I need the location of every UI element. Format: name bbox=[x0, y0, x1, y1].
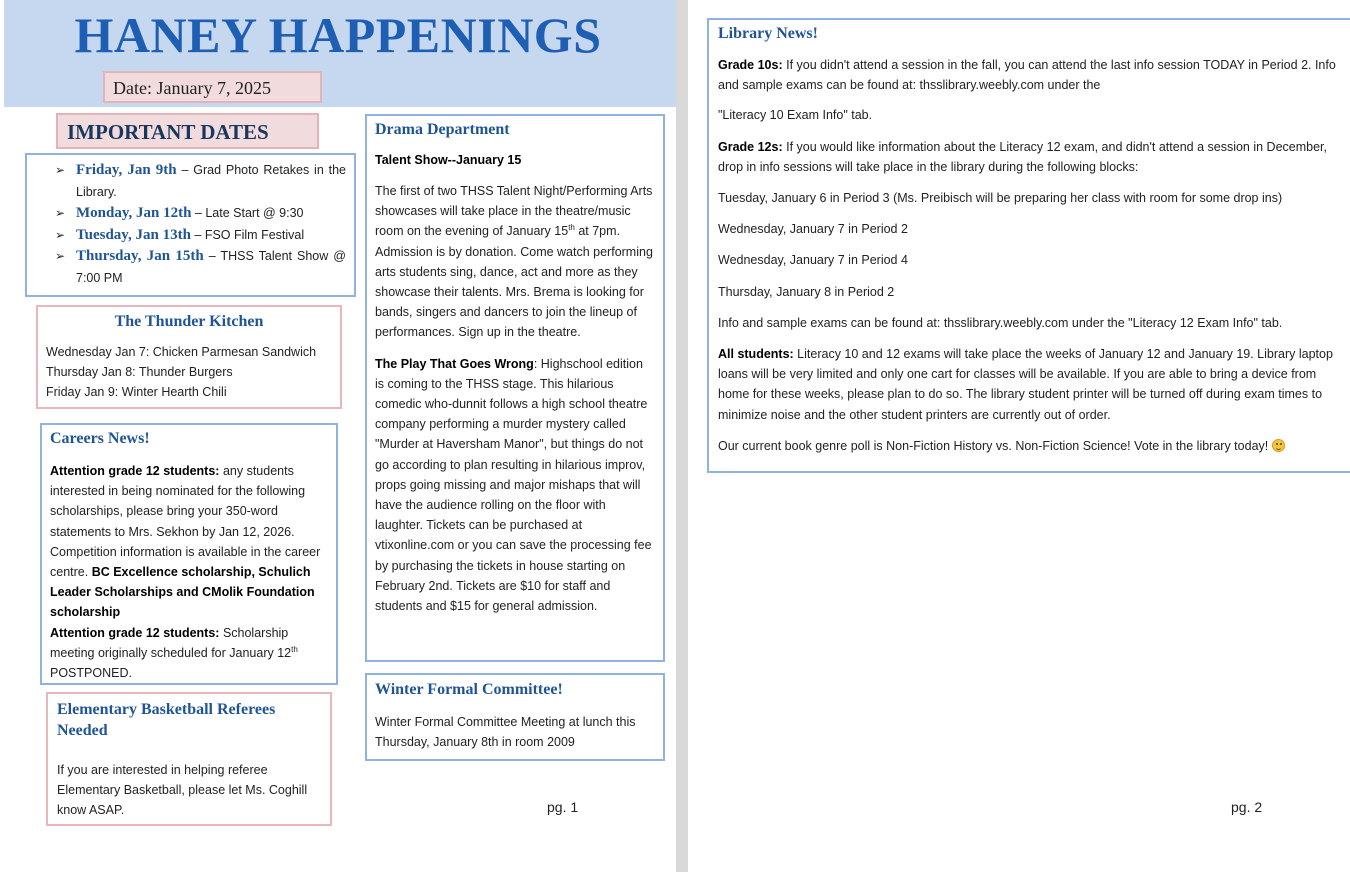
careers-paragraph bbox=[50, 623, 328, 684]
careers-text: Scholarship meeting originally scheduled for January 12 bbox=[50, 625, 292, 660]
all-students-body: Literacy 10 and 12 exams will take place the weeks of January 12 and January 19. Library laptop loans will be very limited and only one cart for classes will be available. If you are able to bring a device from home for these weeks, please plan to do so. The library student printer will be turned off during exam times to minimize noise and the other student printers are currently out of order. bbox=[718, 347, 1333, 422]
date-description: – Late Start @ 9:30 bbox=[191, 206, 304, 220]
careers-bold-lead: Attention grade 12 students: bbox=[50, 464, 220, 478]
all-students-text bbox=[718, 344, 1343, 425]
newsletter-title: HANEY HAPPENINGS bbox=[74, 7, 602, 63]
issue-date: Date: January 7, 2025 bbox=[103, 71, 322, 103]
grade-12-lead: Grade 12s: bbox=[718, 139, 783, 154]
grade-10-body: If you didn't attend a session in the fall, you can attend the last info session TODAY in Period 2. Info and sample exams can be found at: thsslibrary.weebly.com under the bbox=[718, 58, 1336, 93]
newsletter-page-2 bbox=[688, 0, 1350, 872]
referees-box bbox=[46, 692, 332, 826]
session-line: Tuesday, January 6 in Period 3 (Ms. Preibisch will be preparing her class with room for some drop ins) bbox=[718, 191, 1283, 206]
date-description: – Grad Photo Retakes in the Library. bbox=[76, 163, 346, 199]
genre-poll-text bbox=[718, 436, 1343, 456]
arrowhead-bullet-icon: ➢ bbox=[55, 163, 66, 177]
referees-title: Elementary Basketball Referees Needed bbox=[57, 701, 276, 739]
scholarship-names: BC Excellence scholarship, Schulich Leader Scholarships and CMolik Foundation scholarship bbox=[50, 565, 315, 620]
talent-show-heading: Talent Show--January 15 bbox=[375, 153, 522, 167]
date-item bbox=[55, 160, 346, 203]
grade-12-body: If you would like information about the Literacy 12 exam, and didn't attend a session in December, drop in info sessions will take place in the library during the following blocks: bbox=[718, 139, 1327, 174]
grade-12-text bbox=[718, 137, 1343, 177]
arrowhead-bullet-icon: ➢ bbox=[55, 206, 66, 220]
careers-news-box bbox=[40, 423, 338, 685]
menu-line: Wednesday Jan 7: Chicken Parmesan Sandwich bbox=[46, 345, 317, 359]
winter-formal-box bbox=[365, 673, 665, 761]
session-line: Wednesday, January 7 in Period 2 bbox=[718, 222, 908, 237]
poll-text: Our current book genre poll is Non-Fiction History vs. Non-Fiction Science! Vote in the library today! bbox=[718, 438, 1272, 453]
important-dates-title: IMPORTANT DATES bbox=[56, 113, 319, 149]
ordinal-suffix: th bbox=[291, 644, 298, 654]
arrowhead-bullet-icon: ➢ bbox=[55, 227, 66, 242]
menu-line: Friday Jan 9: Winter Hearth Chili bbox=[46, 385, 227, 399]
library-news-box bbox=[707, 18, 1350, 473]
ordinal-suffix: th bbox=[568, 223, 575, 233]
menu-line: Thursday Jan 8: Thunder Burgers bbox=[46, 365, 233, 379]
date-item bbox=[55, 203, 346, 225]
winter-formal-text: Winter Formal Committee Meeting at lunch this Thursday, January 8th in room 2009 bbox=[375, 715, 636, 750]
date-description: – FSO Film Festival bbox=[190, 227, 305, 242]
careers-news-title: Careers News! bbox=[50, 430, 150, 447]
date-description: – THSS Talent Show @ 7:00 PM bbox=[76, 249, 346, 285]
thunder-kitchen-box bbox=[36, 305, 342, 409]
careers-bold-lead: Attention grade 12 students: bbox=[50, 625, 220, 640]
library-news-title: Library News! bbox=[718, 25, 818, 42]
play-description: : Highschool edition is coming to the THSS stage. This hilarious comedic who-dunnit follows a high school theatre company performing a murder mystery called "Murder at Haversham Manor", but things do not go according to plan resulting in hilarious improv, props going missing and major mishaps that will have the audience rolling on the floor with laughter. Tickets can be purchased at vtixonline.com or you can save the processing fee by purchasing the tickets in house starting on February 2nd. Tickets are $10 for staff and students and $15 for general admission. bbox=[375, 356, 652, 614]
date-label: Friday, Jan 9th bbox=[76, 162, 177, 178]
session-line: Wednesday, January 7 in Period 4 bbox=[718, 253, 908, 268]
grade-10-tab: "Literacy 10 Exam Info" tab. bbox=[718, 108, 873, 123]
session-line: Thursday, January 8 in Period 2 bbox=[718, 284, 895, 299]
talent-text: at 7pm. Admission is by donation. Come watch performing arts students sing, dance, act and more as they showcase their talents. Mrs. Brema is looking for bands, singers and dancers to join the lineup of performances. Sign up in the theatre. bbox=[375, 224, 653, 340]
talent-show-text bbox=[375, 181, 655, 343]
careers-text: POSTPONED. bbox=[50, 666, 132, 681]
date-label: Monday, Jan 12th bbox=[76, 205, 192, 221]
grade-10-text bbox=[718, 55, 1343, 95]
talent-text: The first of two THSS Talent Night/Performing Arts showcases will take place in the theatre/music room on the evening of January 15 bbox=[375, 184, 653, 239]
drama-department-box bbox=[365, 114, 665, 662]
thunder-kitchen-title: The Thunder Kitchen bbox=[114, 313, 264, 330]
play-text bbox=[375, 354, 655, 617]
grade-12-info: Info and sample exams can be found at: thsslibrary.weebly.com under the "Literacy 12 Exam Info" tab. bbox=[718, 315, 1283, 330]
date-item bbox=[55, 246, 346, 289]
smiley-face-icon bbox=[1272, 439, 1285, 452]
important-dates-box bbox=[25, 153, 356, 297]
all-students-lead: All students: bbox=[718, 347, 794, 362]
date-label: Tuesday, Jan 13th bbox=[76, 226, 191, 243]
careers-paragraph bbox=[50, 461, 328, 623]
date-item bbox=[55, 225, 346, 247]
play-title: The Play That Goes Wrong bbox=[375, 356, 534, 371]
drama-department-title: Drama Department bbox=[375, 121, 510, 138]
page-number: pg. 1 bbox=[547, 799, 579, 815]
page-number: pg. 2 bbox=[1231, 799, 1263, 815]
careers-text: any students interested in being nominated for the following scholarships, please bring your 350-word statements to Mrs. Sekhon by Jan 12, 2026. Competition information is available in the career centre. bbox=[50, 464, 321, 580]
arrowhead-bullet-icon: ➢ bbox=[55, 249, 66, 263]
referees-text: If you are interested in helping referee Elementary Basketball, please let Ms. Coghill know ASAP. bbox=[57, 763, 308, 818]
winter-formal-title: Winter Formal Committee! bbox=[375, 681, 563, 698]
date-label: Thursday, Jan 15th bbox=[76, 248, 204, 264]
grade-10-lead: Grade 10s: bbox=[718, 58, 783, 72]
